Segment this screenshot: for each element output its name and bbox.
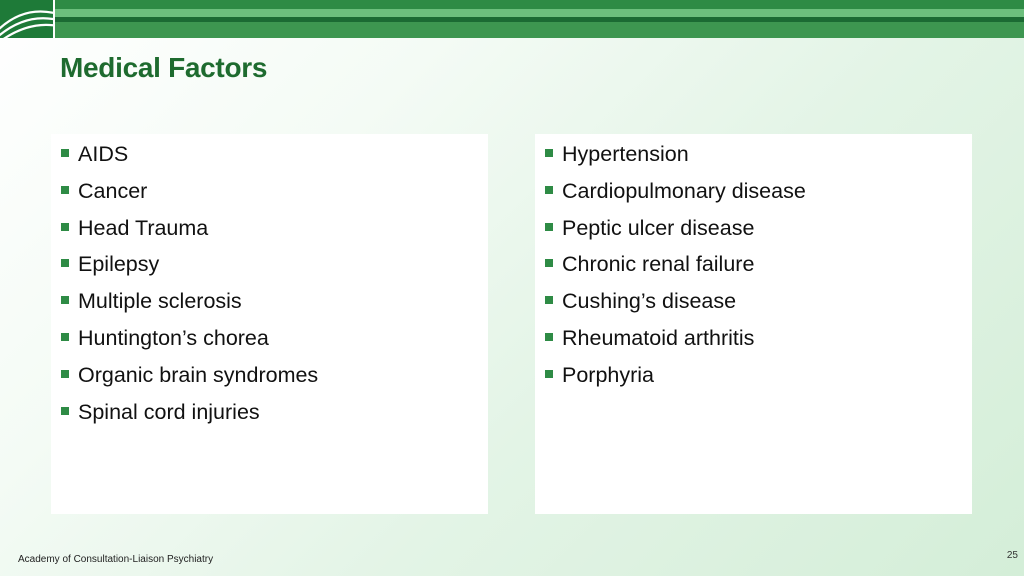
list-item: [51, 362, 488, 399]
square-bullet-icon: [545, 186, 553, 194]
square-bullet-icon: [61, 149, 69, 157]
square-bullet-icon: [61, 333, 69, 341]
square-bullet-icon: [545, 333, 553, 341]
list-item-text: Head Trauma: [78, 215, 209, 240]
list-item-text: AIDS: [78, 142, 129, 166]
list-item: [535, 251, 972, 288]
list-item-text: Porphyria: [562, 362, 655, 387]
list-item: [535, 141, 972, 178]
square-bullet-icon: [61, 259, 69, 267]
footer-text: Academy of Consultation-Liaison Psychiatry: [18, 554, 214, 565]
square-bullet-icon: [61, 186, 69, 194]
list-item: [51, 399, 488, 436]
header-bar-1: [55, 0, 1024, 9]
list-item: [51, 141, 488, 178]
list-item-text: Cancer: [78, 178, 148, 203]
arc-logo-icon: [0, 0, 53, 38]
list-item-text: Peptic ulcer disease: [562, 215, 755, 240]
list-item: [535, 362, 972, 399]
list-item: [535, 288, 972, 325]
square-bullet-icon: [545, 370, 553, 378]
list-item-text: Cardiopulmonary disease: [562, 178, 806, 203]
square-bullet-icon: [61, 370, 69, 378]
list-item-text: Chronic renal failure: [562, 252, 755, 277]
square-bullet-icon: [545, 149, 553, 157]
list-item: [51, 288, 488, 325]
header-decorative-bars: [55, 0, 1024, 38]
list-item: [51, 251, 488, 288]
left-content-panel: [51, 134, 488, 514]
page-number: 25: [1006, 550, 1018, 561]
list-item: [51, 215, 488, 252]
list-item-text: Multiple sclerosis: [78, 289, 242, 314]
square-bullet-icon: [61, 223, 69, 231]
square-bullet-icon: [545, 296, 553, 304]
list-item: [535, 215, 972, 252]
list-item-text: Huntington’s chorea: [78, 325, 269, 350]
square-bullet-icon: [545, 223, 553, 231]
header-bar-2: [55, 9, 1024, 17]
list-item: [51, 325, 488, 362]
left-bullet-list: [51, 134, 488, 435]
list-item-text: Hypertension: [562, 142, 689, 166]
list-item: [535, 325, 972, 362]
square-bullet-icon: [545, 259, 553, 267]
list-item: [535, 178, 972, 215]
slide-title: Medical Factors: [60, 52, 268, 83]
square-bullet-icon: [61, 407, 69, 415]
square-bullet-icon: [61, 296, 69, 304]
logo: [0, 0, 53, 38]
right-content-panel: [535, 134, 972, 514]
list-item-text: Organic brain syndromes: [78, 362, 319, 387]
list-item-text: Spinal cord injuries: [78, 399, 260, 424]
right-bullet-list: [535, 134, 972, 399]
list-item: [51, 178, 488, 215]
list-item-text: Rheumatoid arthritis: [562, 325, 755, 350]
header-bar-4: [55, 22, 1024, 38]
list-item-text: Epilepsy: [78, 252, 160, 277]
list-item-text: Cushing’s disease: [562, 289, 737, 314]
